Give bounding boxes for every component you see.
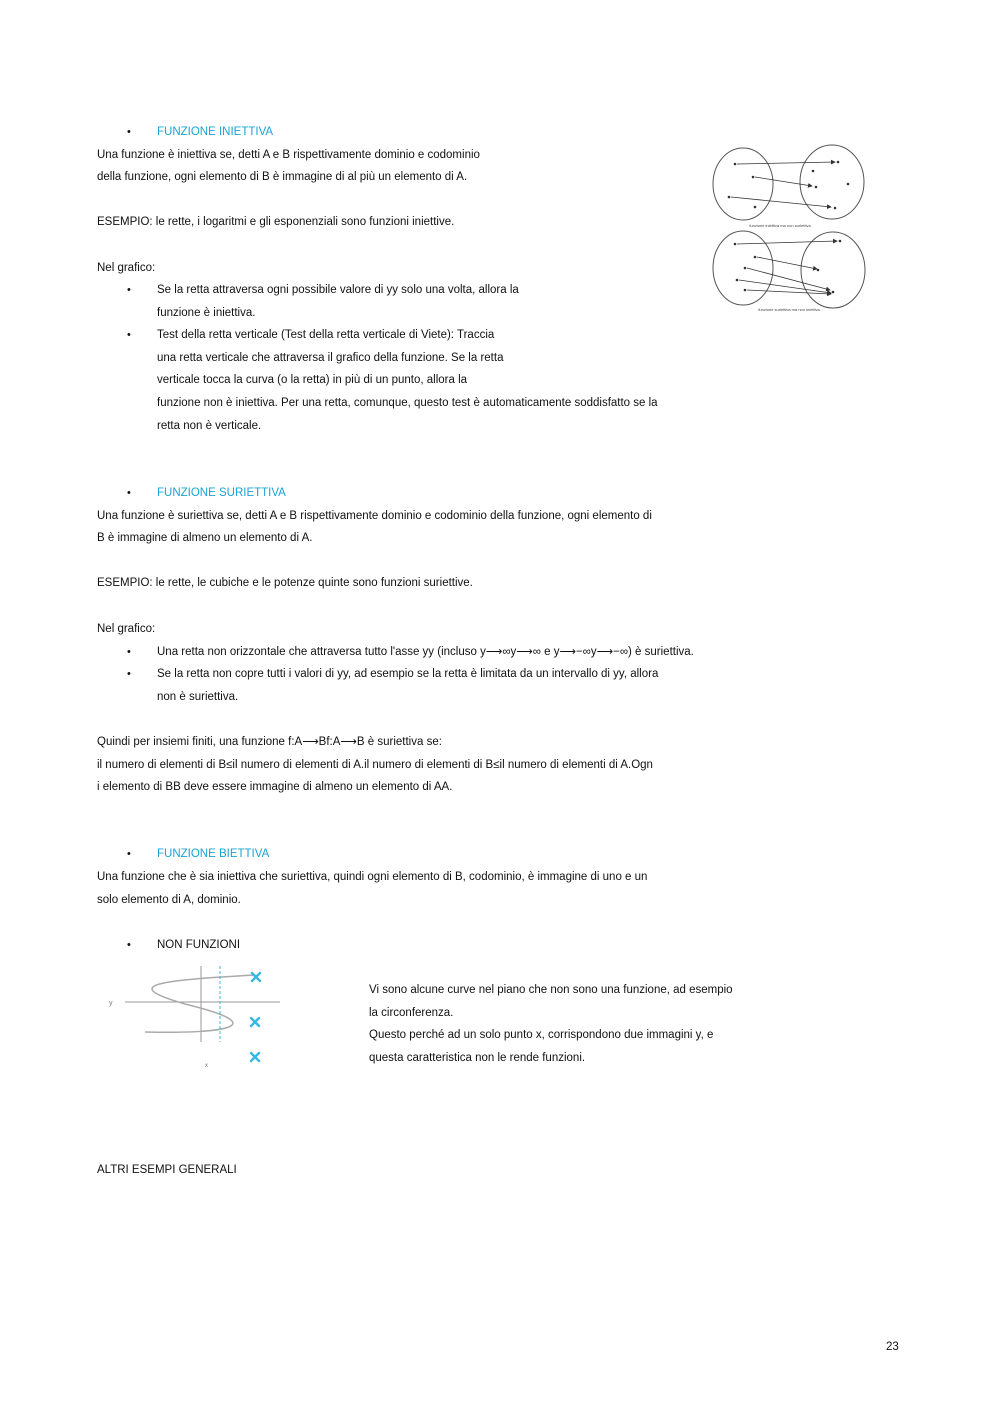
heading-non-funzioni: NON FUNZIONI — [157, 939, 241, 951]
paragraph-line: solo elemento di A, dominio. — [97, 894, 241, 906]
bullet: • — [127, 329, 131, 341]
list-item: Una retta non orizzontale che attraversa tutto l'asse yy (incluso y⟶∞y⟶∞ e y⟶−∞y⟶−∞) è suriettiva. — [157, 646, 694, 658]
paragraph-line: la circonferenza. — [369, 1007, 454, 1019]
list-item: funzione è iniettiva. — [157, 307, 256, 319]
mapping-diagram — [705, 140, 895, 320]
paragraph-line: B è immagine di almeno un elemento di A. — [97, 532, 313, 544]
list-item: Test della retta verticale (Test della retta verticale di Viete): Traccia — [157, 329, 495, 341]
example-line: ESEMPIO: le rette, i logaritmi e gli esponenziali sono funzioni iniettive. — [97, 216, 455, 228]
graph-label: Nel grafico: — [97, 623, 156, 635]
caption-injective: funzione iniettiva ma non suriettiva — [749, 223, 811, 228]
caption-surjective: funzione suriettiva ma non iniettiva — [758, 307, 820, 312]
set-b-ellipse — [801, 232, 865, 308]
bullet: • — [127, 646, 131, 658]
page-number: 23 — [886, 1341, 899, 1353]
list-item: Se la retta attraversa ogni possibile valore di yy solo una volta, allora la — [157, 284, 519, 296]
list-item: funzione non è iniettiva. Per una retta, comunque, questo test è automaticamente soddisfatto se la — [157, 397, 658, 409]
paragraph-line: Una funzione è suriettiva se, detti A e B rispettivamente dominio e codominio della funzione, ogni elemento di — [97, 510, 652, 522]
y-axis-label: y — [109, 1000, 113, 1007]
section-title: ALTRI ESEMPI GENERALI — [97, 1164, 237, 1176]
paragraph-line: Una funzione è iniettiva se, detti A e B rispettivamente dominio e codominio — [97, 149, 480, 161]
bullet: • — [127, 668, 131, 680]
list-item: una retta verticale che attraversa il grafico della funzione. Se la retta — [157, 352, 504, 364]
paragraph-line: Quindi per insiemi finiti, una funzione f:A⟶Bf:A⟶B è suriettiva se: — [97, 736, 442, 748]
curve — [145, 975, 255, 1032]
set-b-ellipse — [800, 145, 864, 219]
set-a-ellipse — [713, 148, 773, 220]
paragraph-line: questa caratteristica non le rende funzioni. — [369, 1052, 586, 1064]
bullet: • — [127, 126, 131, 138]
graph-label: Nel grafico: — [97, 262, 156, 274]
list-item: verticale tocca la curva (o la retta) in più di un punto, allora la — [157, 374, 468, 386]
x-axis-label: x — [205, 1063, 208, 1069]
paragraph-line: Questo perché ad un solo punto x, corrispondono due immagini y, e — [369, 1029, 714, 1041]
paragraph-line: della funzione, ogni elemento di B è immagine di al più un elemento di A. — [97, 171, 468, 183]
heading-biettiva: FUNZIONE BIETTIVA — [157, 848, 270, 860]
paragraph-line: i elemento di BB deve essere immagine di almeno un elemento di AA. — [97, 781, 453, 793]
cross-marks — [251, 973, 260, 1061]
list-item: Se la retta non copre tutti i valori di yy, ad esempio se la retta è limitata da un intervallo di yy, allora — [157, 668, 659, 680]
bullet: • — [127, 284, 131, 296]
paragraph-line: il numero di elementi di B≤il numero di elementi di A.il numero di elementi di B≤il numero di elementi di A.Ogn — [97, 759, 653, 771]
bullet: • — [127, 848, 131, 860]
list-item: retta non è verticale. — [157, 420, 262, 432]
example-line: ESEMPIO: le rette, le cubiche e le potenze quinte sono funzioni suriettive. — [97, 577, 473, 589]
bullet: • — [127, 487, 131, 499]
heading-iniettiva: FUNZIONE INIETTIVA — [157, 126, 274, 138]
non-function-graph — [105, 962, 295, 1077]
paragraph-line: Vi sono alcune curve nel piano che non sono una funzione, ad esempio — [369, 984, 733, 996]
paragraph-line: Una funzione che è sia iniettiva che suriettiva, quindi ogni elemento di B, codominio, è immagine di uno e un — [97, 871, 648, 883]
set-a-ellipse — [713, 231, 773, 305]
heading-suriettiva: FUNZIONE SURIETTIVA — [157, 487, 286, 499]
list-item: non è suriettiva. — [157, 691, 239, 703]
bullet: • — [127, 939, 131, 951]
